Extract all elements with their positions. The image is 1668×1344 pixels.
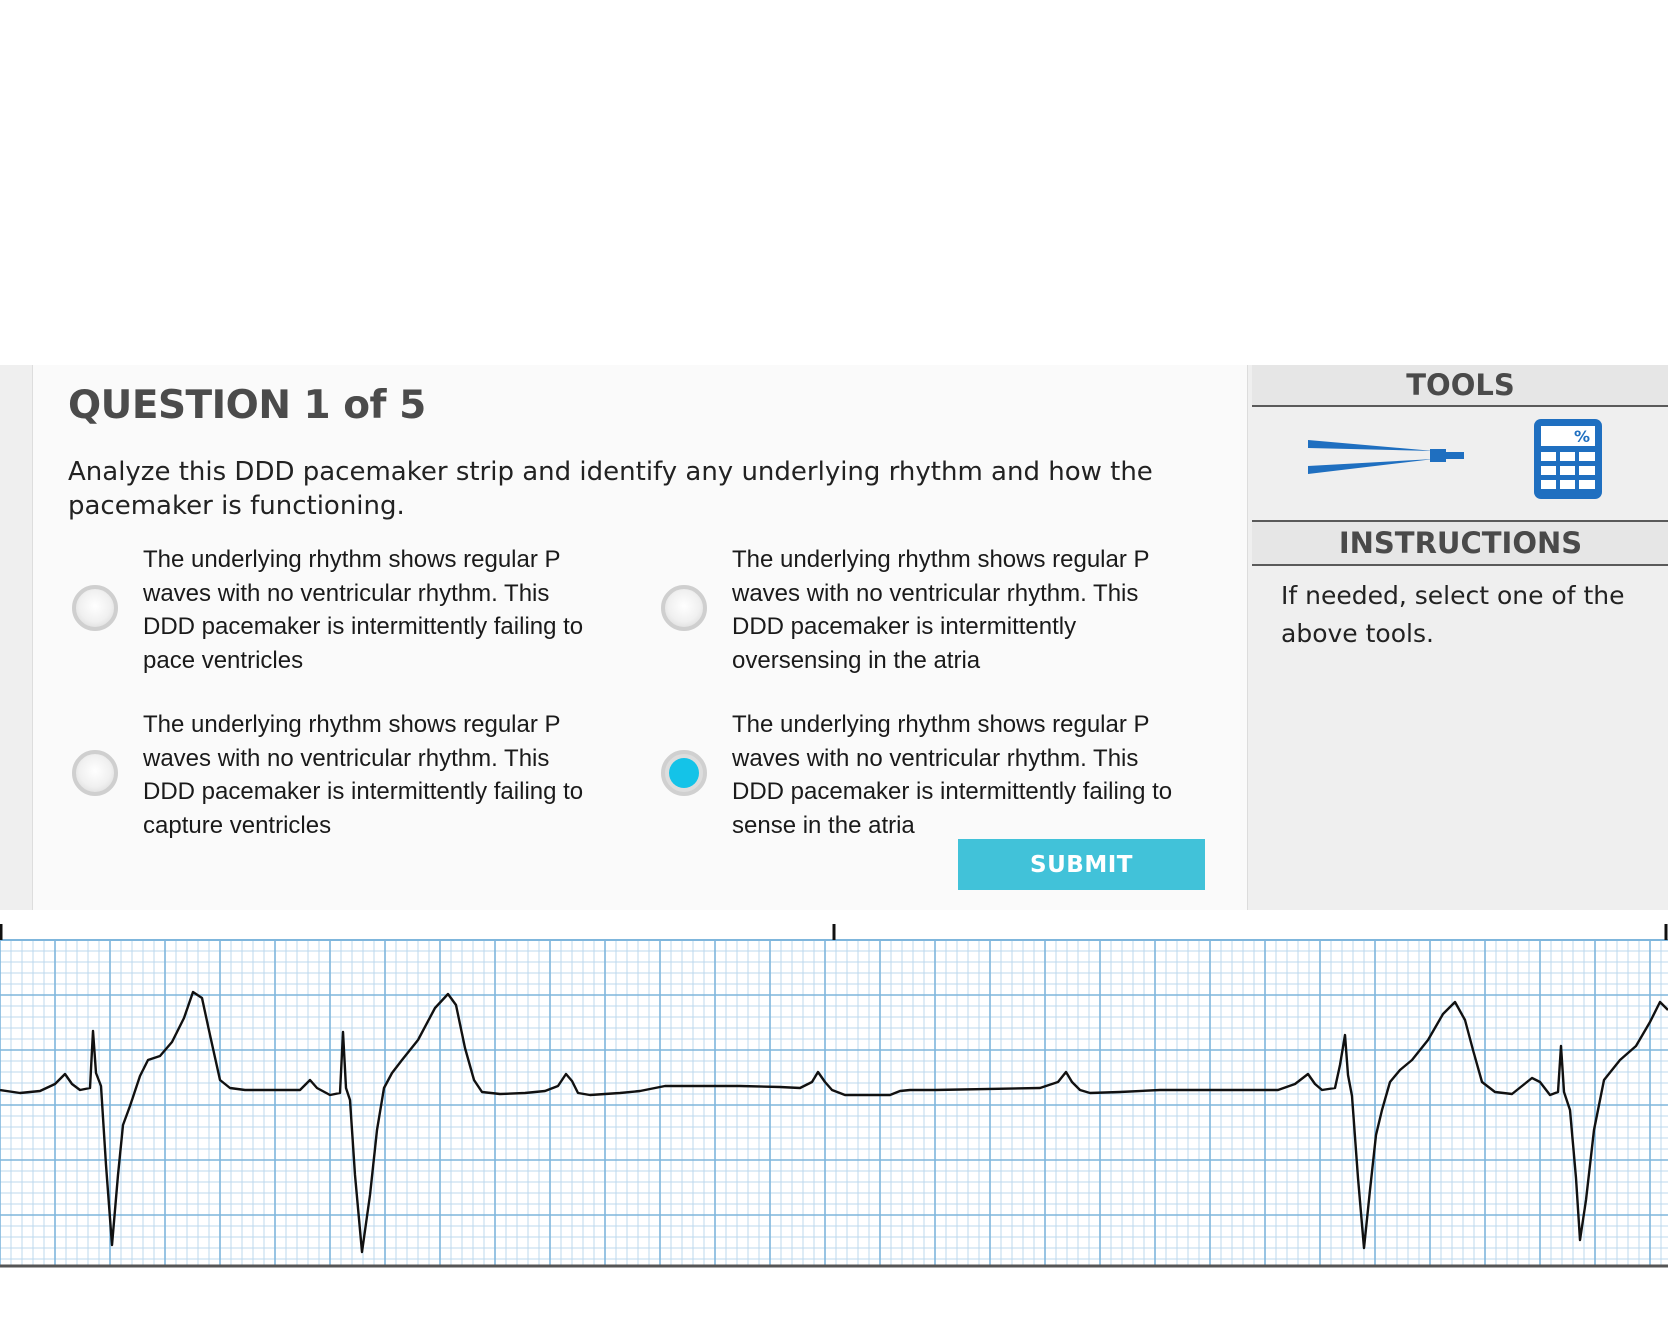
answer-option-text: The underlying rhythm shows regular P waves with no ventricular rhythm. This DDD pacemaker is intermittently failing to pace ventricles [143,546,584,674]
calipers-icon[interactable] [1306,437,1466,477]
instructions-header: INSTRUCTIONS [1252,520,1668,566]
submit-button[interactable]: SUBMIT [958,839,1205,890]
radio-button-1[interactable] [72,585,118,631]
calculator-percent-badge: % [1573,427,1590,446]
answer-option-text: The underlying rhythm shows regular P waves with no ventricular rhythm. This DDD pacemaker is intermittently oversensing in the atria [732,546,1150,674]
tools-sidebar [1247,365,1668,910]
calculator-icon[interactable] [1532,417,1604,501]
radio-button-2[interactable] [661,585,707,631]
radio-button-3[interactable] [72,750,118,796]
radio-selected-dot [669,758,699,788]
instructions-text: If needed, select one of the above tools. [1281,581,1625,648]
left-edge-bar [0,365,33,910]
radio-button-4-selected[interactable] [661,750,707,796]
question-title: QUESTION 1 of 5 [68,383,426,428]
ecg-rhythm-strip [0,910,1668,1305]
tools-header: TOOLS [1252,365,1668,407]
question-prompt: Analyze this DDD pacemaker strip and identify any underlying rhythm and how the pacemaker is functioning. [68,457,1153,521]
answer-option-text: The underlying rhythm shows regular P waves with no ventricular rhythm. This DDD pacemaker is intermittently failing to sense in the atria [732,711,1173,839]
answer-option-text: The underlying rhythm shows regular P waves with no ventricular rhythm. This DDD pacemaker is intermittently failing to capture ventricles [143,711,584,839]
question-panel [33,365,1247,910]
